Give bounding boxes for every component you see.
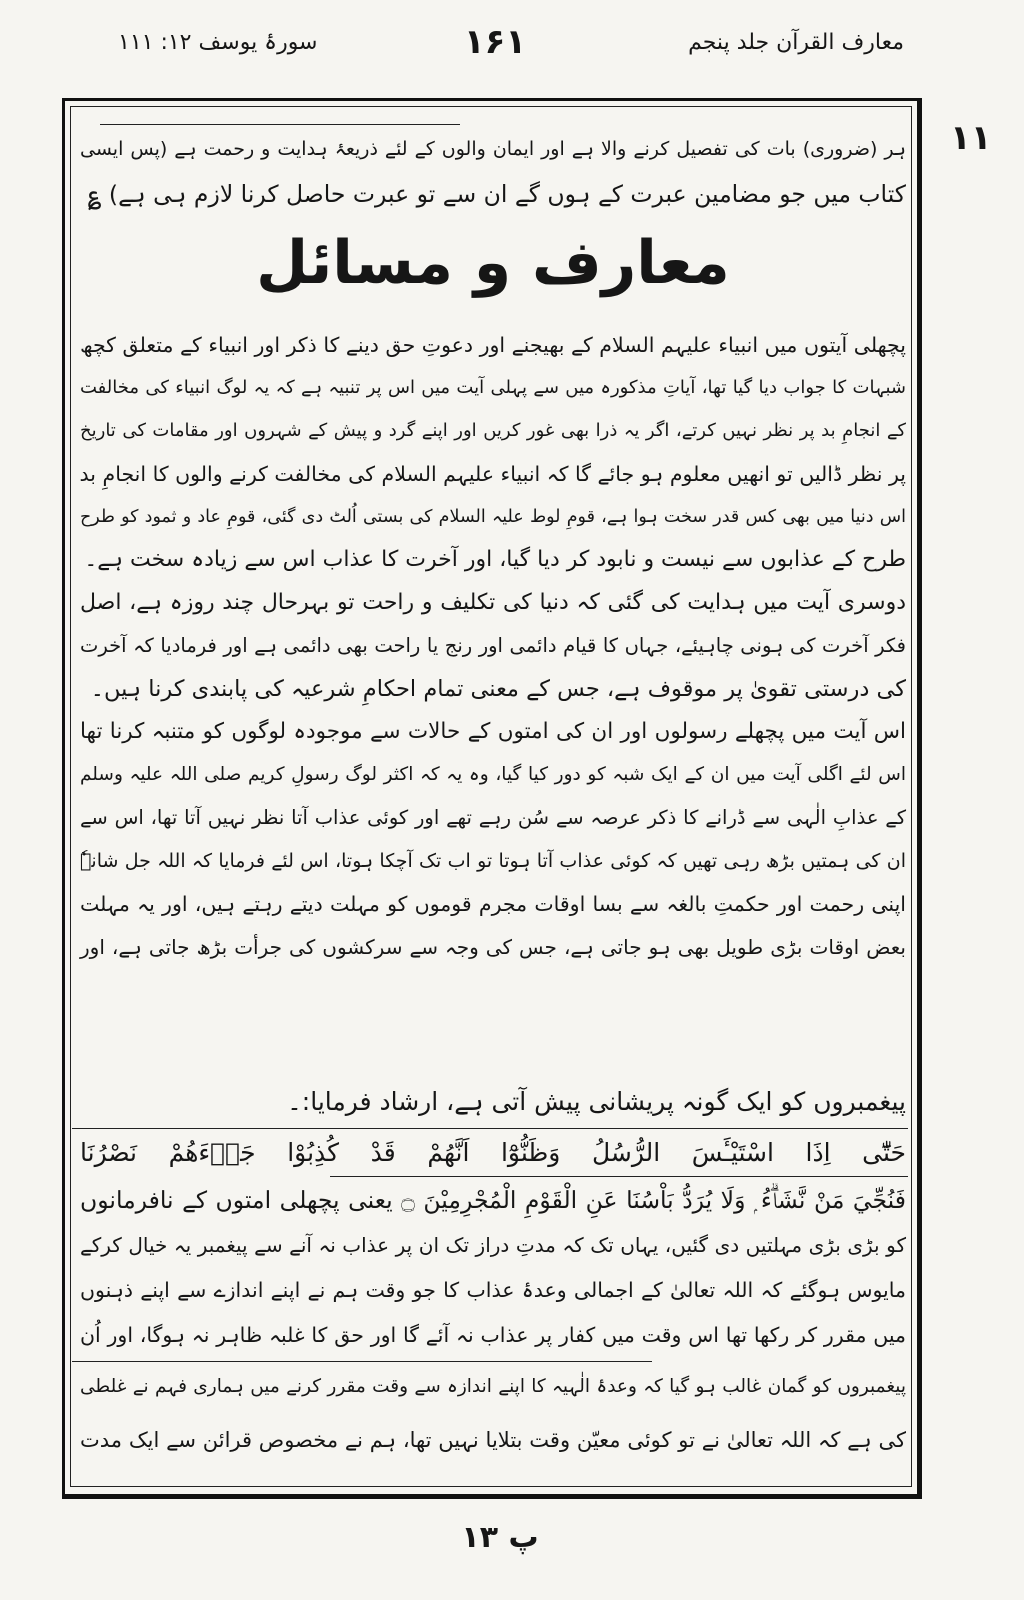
surah-reference: سورۂ یوسف ۱۲: ۱۱۱ <box>118 30 318 55</box>
text-line: مایوس ہوگئے کہ اللہ تعالیٰ کے اجمالی وعدۂ عذاب کا جو وقت ہم نے اپنے اندازے سے اپنے ذہنوں <box>80 1278 906 1302</box>
page-number: ۱۶۱ <box>463 22 527 62</box>
section-title: معارف و مسائل <box>256 228 730 298</box>
text-line: پر نظر ڈالیں تو انھیں معلوم ہو جائے گا کہ انبیاء علیہم السلام کی مخالفت کرنے والوں کا انجامِ بد <box>79 462 906 486</box>
text-line: اس آیت میں پچھلے رسولوں اور ان کی امتوں کے حالات سے موجودہ لوگوں کو متنبہ کرنا تھا <box>80 719 906 744</box>
text-line: کی درستی تقویٰ پر موقوف ہے، جس کے معنی تمام احکامِ شرعیہ کی پابندی کرنا ہیں۔ <box>90 676 906 702</box>
text-line: ان کی ہمتیں بڑھ رہی تھیں کہ کوئی عذاب آتا ہوتا تو اب تک آچکا ہوتا، اس لئے فرمایا کہ اللہ جل شانہٗ <box>80 850 906 872</box>
text-line: پیغمبروں کو ایک گونہ پریشانی پیش آتی ہے، ارشاد فرمایا:۔ <box>287 1087 906 1116</box>
text-line: طرح کے عذابوں سے نیست و نابود کر دیا گیا، اور آخرت کا عذاب اس سے زیادہ سخت ہے۔ <box>84 547 906 572</box>
text-line: کے انجامِ بد پر نظر نہیں کرتے، اگر یہ ذرا بھی غور کریں اور اپنے گرد و پیش کے شہروں اور مقامات کی تاریخ <box>80 420 906 441</box>
rule <box>72 1128 908 1129</box>
text-line: پیغمبروں کو گمان غالب ہو گیا کہ وعدۂ الٰہیہ کا اپنے اندازہ سے وقت مقرر کرنے میں ہماری فہم نے غلطی <box>80 1376 906 1397</box>
text-line: میں مقرر کر رکھا تھا اس وقت میں کفار پر عذاب نہ آئے گا اور حق کا غلبہ ظاہر نہ ہوگا، اور اُن <box>80 1323 906 1347</box>
text-line: کی ہے کہ اللہ تعالیٰ نے تو کوئی معیّن وقت بتلایا نہیں تھا، ہم نے مخصوص قرائن سے ایک مدت <box>80 1428 906 1452</box>
quran-verse-line: فَنُجِّيَ مَنْ نَّشَاۗءُ ۭ وَلَا يُرَدُّ بَاْسُنَا عَنِ الْقَوْمِ الْمُجْرِمِيْنَ ۝ یعنی پچھلی امتوں کے نافرمانوں <box>80 1186 906 1214</box>
text-line: کتاب میں جو مضامین عبرت کے ہوں گے ان سے تو عبرت حاصل کرنا لازم ہی ہے) ؏ <box>87 180 906 208</box>
text-line: کے عذابِ الٰہی سے ڈرانے کا ذکر عرصہ سے سُن رہے تھے اور کوئی عذاب آتا نظر نہیں آتا تھا، اس سے <box>80 806 906 829</box>
margin-number: ۱۱ <box>950 118 992 158</box>
quran-verse-line: حَتّٰٓى اِذَا اسْتَيْـَٔسَ الرُّسُلُ وَظَنُّوْٓا اَنَّهُمْ قَدْ كُذِبُوْا جَاۗءَهُمْ نَصْرُنَا <box>80 1138 906 1167</box>
text-line: اس لئے اگلی آیت میں ان کے ایک شبہ کو دور کیا گیا، وہ یہ کہ اکثر لوگ رسولِ کریم صلی اللہ علیہ وسلم <box>80 764 906 785</box>
text-line: بعض اوقات بڑی طویل بھی ہو جاتی ہے، جس کی وجہ سے سرکشوں کی جرأت بڑھ جاتی ہے، اور <box>80 935 906 959</box>
text-line: اپنی رحمت اور حکمتِ بالغہ سے بسا اوقات مجرم قوموں کو مہلت دیتے رہتے ہیں، اور یہ مہلت <box>80 892 906 916</box>
para-marker: پ ۱۳ <box>461 1520 539 1555</box>
rule <box>72 1361 652 1362</box>
text-line: کو بڑی بڑی مہلتیں دی گئیں، یہاں تک کہ مدتِ دراز تک ان پر عذاب نہ آنے سے پیغمبر یہ خیال کرکے <box>80 1233 906 1257</box>
text-line: اس دنیا میں بھی کس قدر سخت ہوا ہے، قومِ لوط علیہ السلام کی بستی اُلٹ دی گئی، قومِ عاد و ثمود کو طرح <box>80 507 906 527</box>
text-line: دوسری آیت میں ہدایت کی گئی کہ دنیا کی تکلیف و راحت تو بہرحال چند روزہ ہے، اصل <box>80 590 906 615</box>
text-line: پچھلی آیتوں میں انبیاء علیہم السلام کے بھیجنے اور دعوتِ حق دینے کا ذکر اور انبیاء کے متعلق کچھ <box>80 333 906 357</box>
rule <box>330 1176 908 1177</box>
text-line: شبہات کا جواب دیا گیا تھا، آیاتِ مذکورہ میں سے پہلی آیت میں اس پر تنبیہ ہے کہ یہ لوگ انبیاء کی مخالفت <box>80 377 906 398</box>
rule <box>100 124 460 125</box>
text-line: ہر (ضروری) بات کی تفصیل کرنے والا ہے اور ایمان والوں کے لئے ذریعۂ ہدایت و رحمت ہے (پس ایسی <box>80 138 906 160</box>
text-line: فکر آخرت کی ہونی چاہیئے، جہاں کا قیام دائمی اور رنج یا راحت بھی دائمی ہے اور فرمادیا کہ آخرت <box>80 634 906 657</box>
book-title: معارف القرآن جلد پنجم <box>688 30 904 55</box>
